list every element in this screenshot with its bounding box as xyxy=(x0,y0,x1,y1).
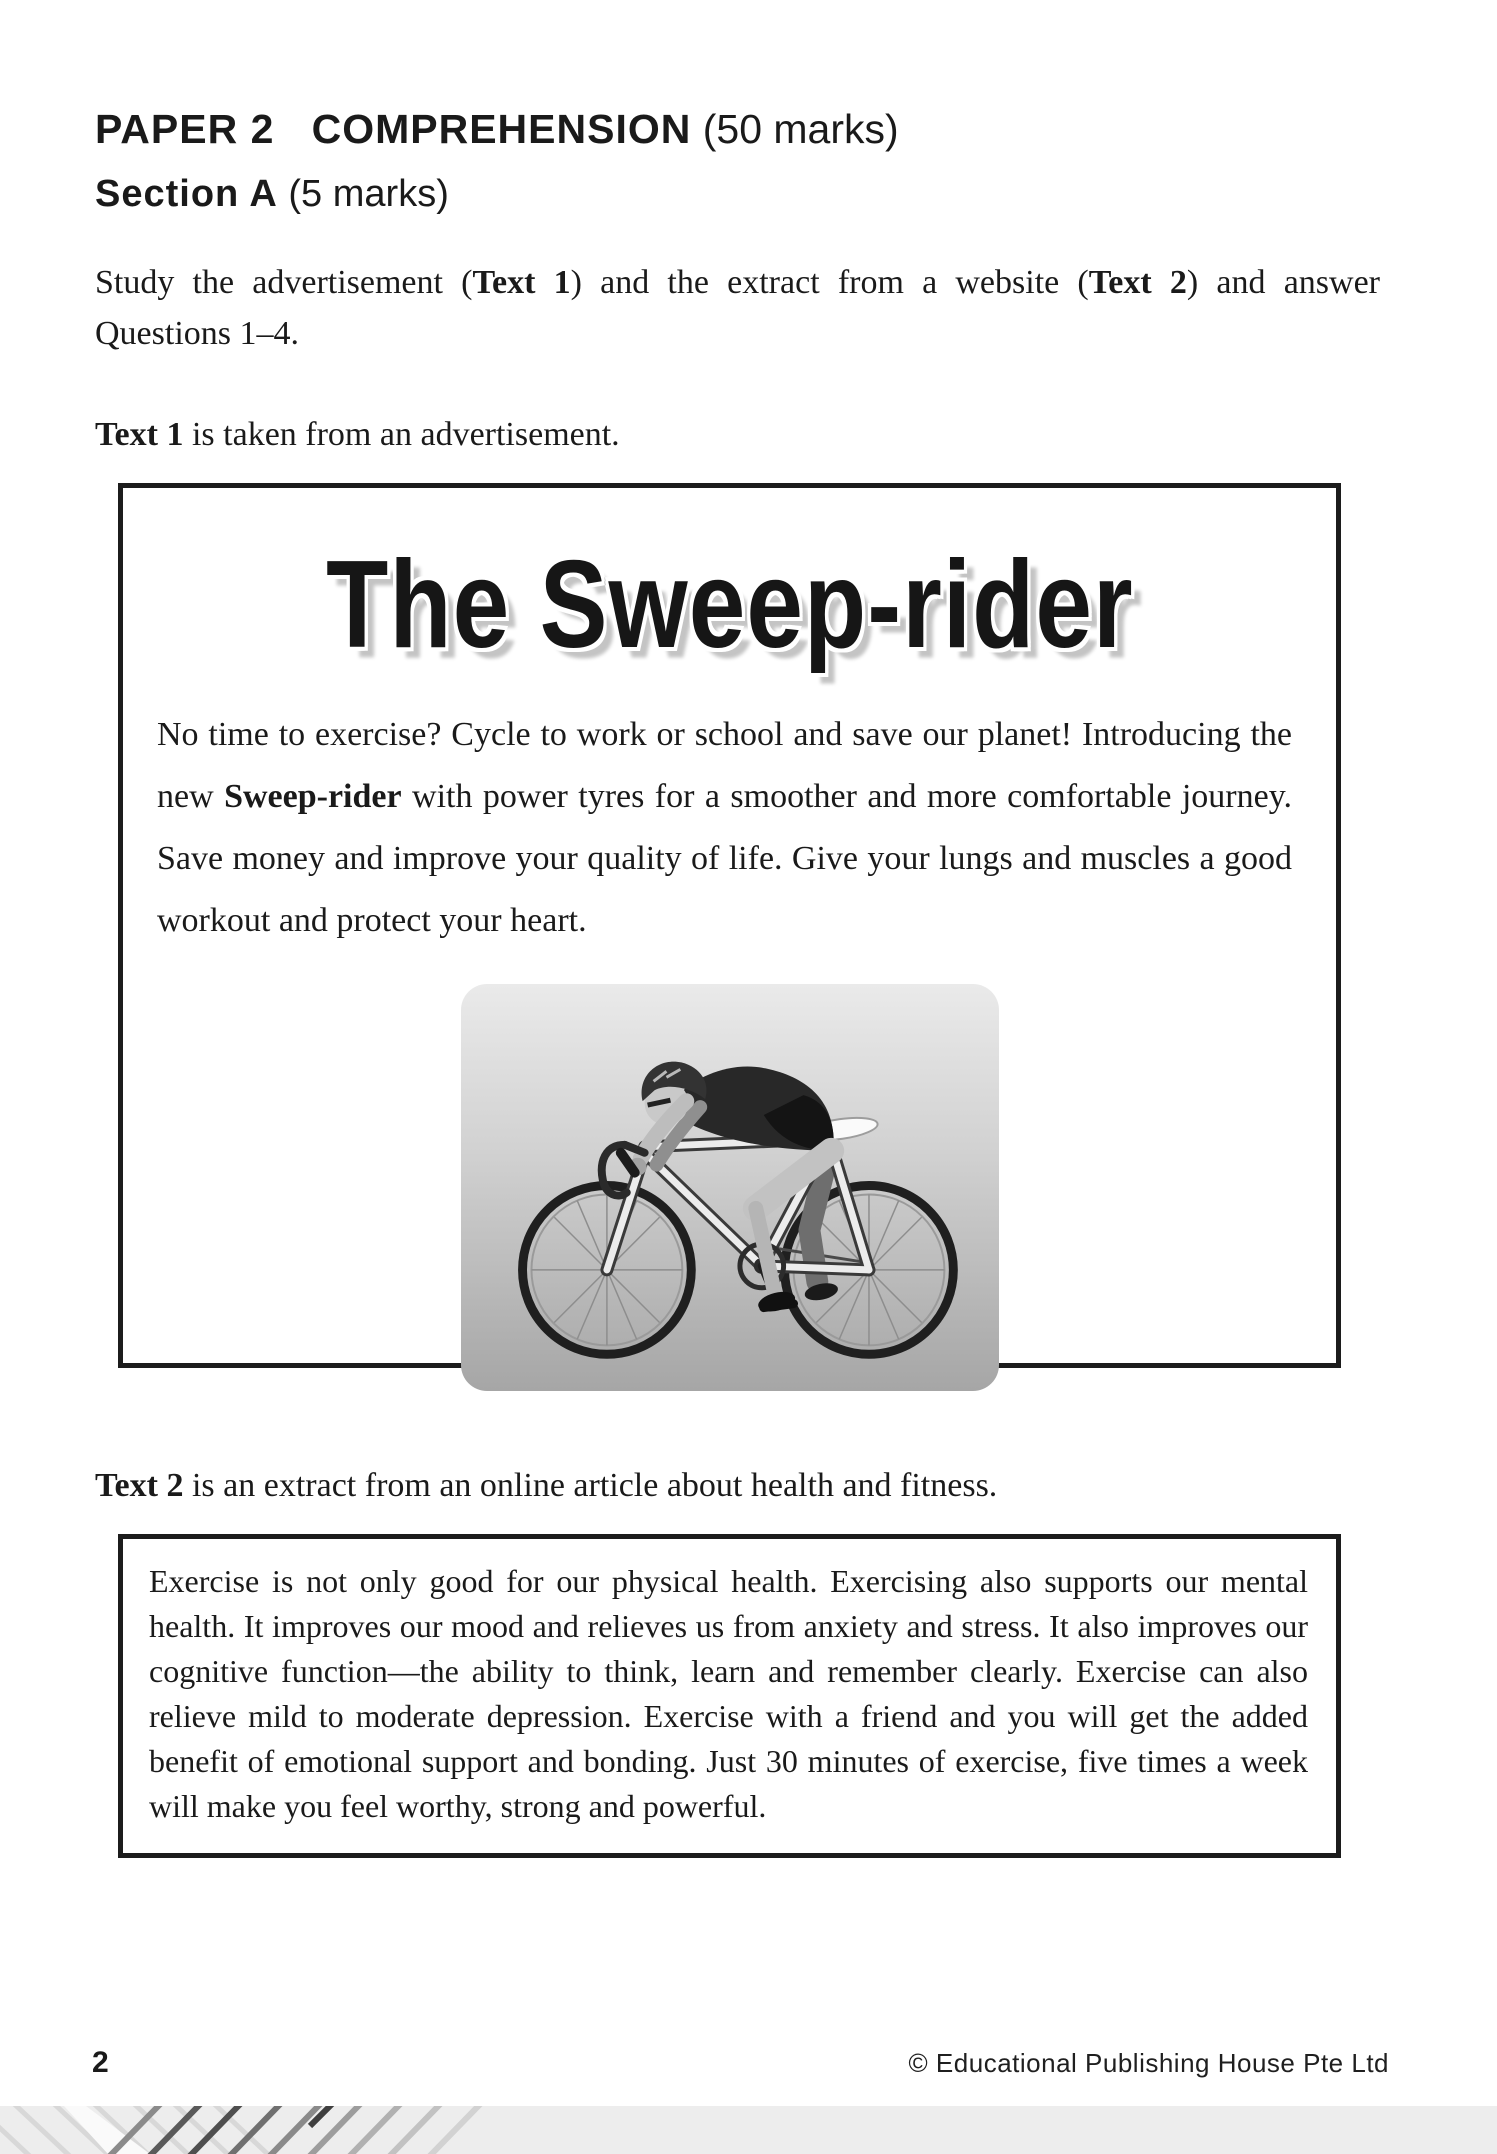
cyclist-svg xyxy=(461,984,999,1391)
near-shin xyxy=(755,1208,775,1297)
stripe-pattern xyxy=(0,2106,1497,2154)
text1-caption xyxy=(95,413,1380,457)
instructions-part1: Study the advertisement ( xyxy=(95,263,473,301)
paper-title-marks: (50 marks) xyxy=(691,106,899,152)
ad-body-paragraph xyxy=(123,704,1336,952)
section-title xyxy=(95,173,1380,217)
ad-title-wrap xyxy=(123,534,1336,674)
text2-ref: Text 2 xyxy=(1088,263,1187,301)
copyright-notice: © Educational Publishing House Pte Ltd xyxy=(908,2048,1389,2078)
ad-title: The Sweep-rider xyxy=(325,535,1134,675)
text1-box xyxy=(118,483,1341,1368)
section-title-text: Section A xyxy=(95,173,278,216)
section-title-marks: (5 marks) xyxy=(277,173,449,216)
ad-body-part1: No time to exercise? Cycle to work or school and save our planet! Introducing the new xyxy=(157,715,1292,815)
instructions-part3: ) and answer Questions 1–4. xyxy=(95,263,1380,352)
text1-caption-label: Text 1 xyxy=(95,415,184,453)
paper-title-text: PAPER 2 COMPREHENSION xyxy=(95,106,692,152)
text2-box xyxy=(118,1534,1341,1858)
page-footer xyxy=(92,2046,1389,2080)
ad-body-part2: with power tyres for a smoother and more comfortable journey. Save money and improve your quality of life. Give your lungs and muscles a good workout and protect your heart. xyxy=(157,777,1292,939)
text1-ref: Text 1 xyxy=(472,263,571,301)
instructions-part2: ) and the extract from a website ( xyxy=(570,263,1089,301)
instructions-paragraph xyxy=(95,257,1380,359)
paper-title xyxy=(95,106,1380,153)
text2-body: Exercise is not only good for our physical health. Exercising also supports our mental health. It improves our mood and relieves us from anxiety and stress. It also improves our cognitive function—the ability to think, learn and remember clearly. Exercise can also relieve mild to moderate depression. Exercise with a friend and you will get the added benefit of emotional support and bonding. Just 30 minutes of exercise, five times a week will make you feel worthy, strong and powerful. xyxy=(149,1562,1308,1824)
page-number: 2 xyxy=(92,2046,109,2079)
text2-caption xyxy=(95,1464,1380,1508)
text2-caption-rest: is an extract from an online article about health and fitness. xyxy=(183,1466,998,1504)
ad-body-product-name: Sweep-rider xyxy=(224,777,402,815)
page-content xyxy=(0,106,1497,1858)
bottom-decorative-band xyxy=(0,2106,1497,2154)
text2-caption-label: Text 2 xyxy=(95,1466,184,1504)
cyclist-illustration xyxy=(461,984,999,1391)
text1-caption-rest: is taken from an advertisement. xyxy=(183,415,620,453)
